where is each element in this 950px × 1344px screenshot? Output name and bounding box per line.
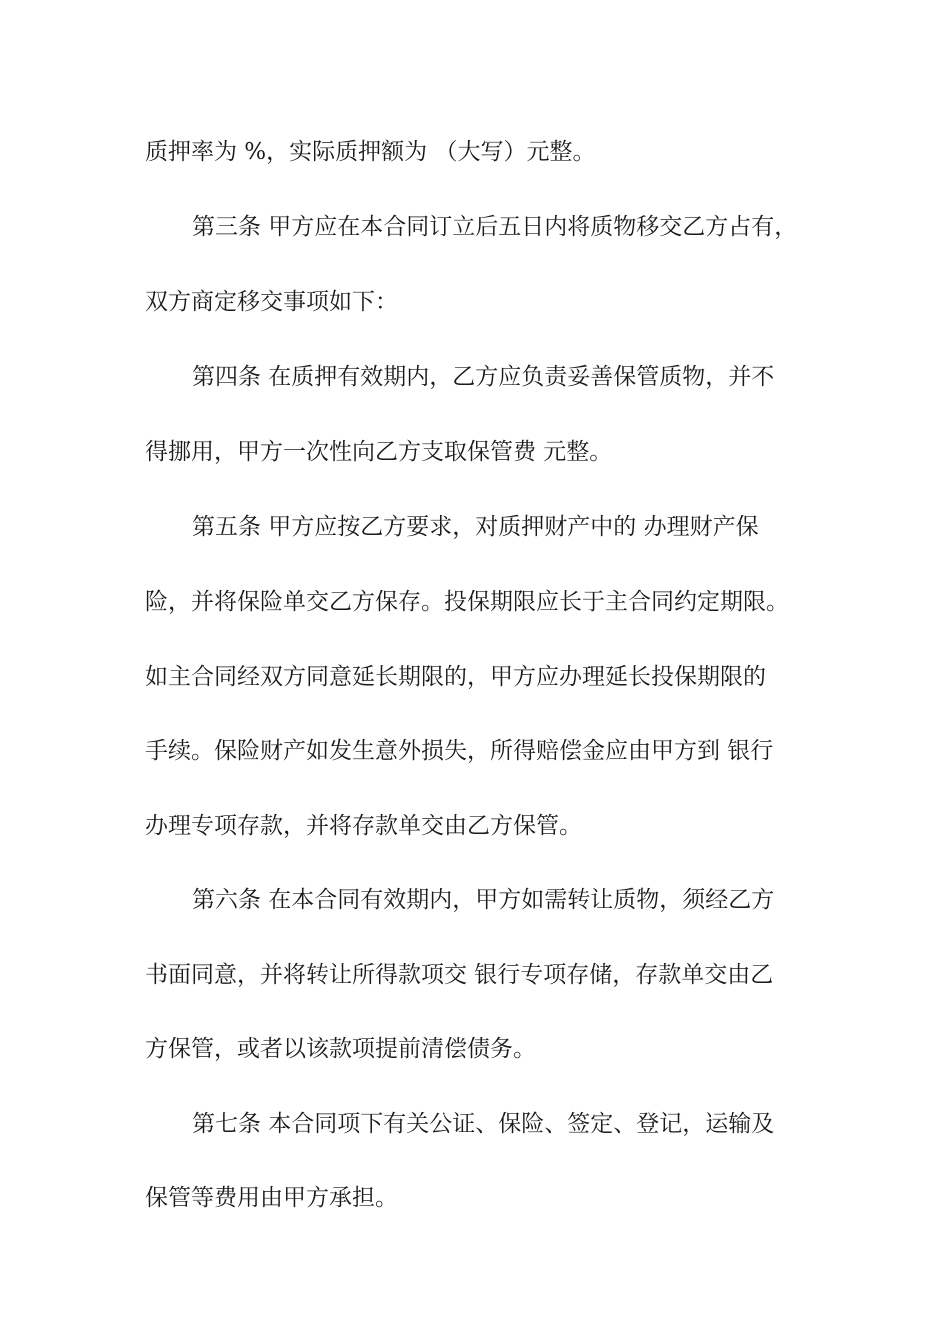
text-line: 保管等费用由甲方承担。 xyxy=(145,1185,398,1211)
text-line: 质押率为 %，实际质押额为 （大写）元整。 xyxy=(145,139,596,165)
text-line: 如主合同经双方同意延长期限的，甲方应办理延长投保期限的 xyxy=(145,664,766,690)
article-6-heading-line: 第六条 在本合同有效期内，甲方如需转让质物，须经乙方 xyxy=(192,887,775,913)
article-7-heading-line: 第七条 本合同项下有关公证、保险、签定、登记，运输及 xyxy=(192,1111,775,1137)
text-line: 得挪用，甲方一次性向乙方支取保管费 元整。 xyxy=(145,439,613,465)
text-line: 手续。保险财产如发生意外损失，所得赔偿金应由甲方到 银行 xyxy=(145,738,774,764)
article-4-heading-line: 第四条 在质押有效期内，乙方应负责妥善保管质物，并不 xyxy=(192,364,775,390)
text-line: 双方商定移交事项如下： xyxy=(145,289,398,315)
text-line: 方保管，或者以该款项提前清偿债务。 xyxy=(145,1036,536,1062)
text-line: 书面同意，并将转让所得款项交 银行专项存储，存款单交由乙 xyxy=(145,962,774,988)
article-5-heading-line: 第五条 甲方应按乙方要求，对质押财产中的 办理财产保 xyxy=(192,514,759,540)
text-line: 办理专项存款，并将存款单交由乙方保管。 xyxy=(145,813,582,839)
article-3-heading-line: 第三条 甲方应在本合同订立后五日内将质物移交乙方占有， xyxy=(192,214,798,240)
text-line: 险，并将保险单交乙方保存。投保期限应长于主合同约定期限。 xyxy=(145,589,789,615)
